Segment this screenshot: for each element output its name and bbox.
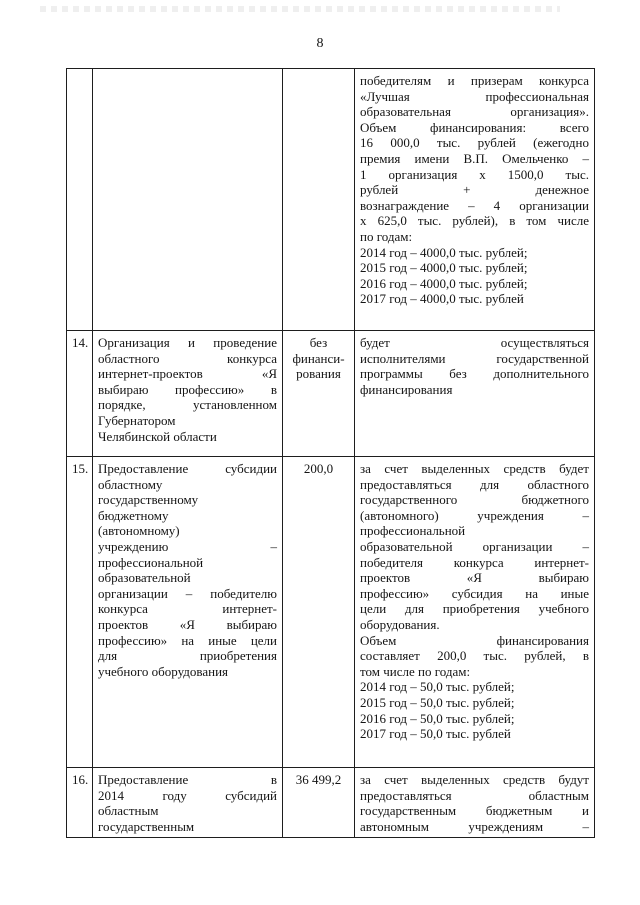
text-line: (автономного) учреждения – [360,507,589,523]
text-line: исполнителями государственной [360,350,589,366]
text-line: «Лучшая профессиональная [360,88,589,104]
text-line: 2016 год – 50,0 тыс. рублей; [360,710,515,726]
text-line: предоставляться для областного [360,476,589,492]
measure-name [93,768,283,838]
measure-note [355,768,595,838]
row-number: 16. [67,768,93,838]
measure-note [355,331,595,457]
text-line: предоставляться областным [360,787,589,803]
text-line: конкурса интернет- [98,601,277,617]
text-line: том числе по годам: [360,663,471,679]
row-number [67,69,93,331]
text-line: Объем финансирования: всего [360,119,589,135]
table-row-15 [67,457,595,768]
text-line: государственного бюджетного [360,492,589,508]
measure-name [93,457,283,768]
text-line: финанси- [292,350,345,366]
text-line: порядке, установленном [98,397,277,413]
text-line: образовательной организации – [360,538,589,554]
text-line: проектов «Я выбираю [98,616,277,632]
text-line: областного конкурса [98,350,277,366]
text-line: х 625,0 тыс. рублей), в том числе [360,213,589,229]
text-line: государственным бюджетным и [360,803,589,819]
page-number: 8 [316,36,324,51]
text-line: оборудования. [360,616,440,632]
text-line: учреждению – [98,538,277,554]
text-line: интернет-проектов «Я [98,366,277,382]
text-line: будет осуществляться [360,335,589,350]
text-line: профессию» субсидия на иные [360,585,589,601]
program-measures-table [66,68,595,838]
text-line: 2015 год – 4000,0 тыс. рублей; [360,260,528,276]
text-line: составляет 200,0 тыс. рублей, в [360,648,589,664]
measure-name [93,69,283,331]
text-line: 16 000,0 тыс. рублей (ежегодно [360,135,589,151]
measure-name [93,331,283,457]
table-row-16 [67,768,595,838]
text-line: учебного оборудования [98,663,229,679]
text-line: 2015 год – 50,0 тыс. рублей; [360,694,515,710]
text-line: 1 организация х 1500,0 тыс. [360,166,589,182]
text-line: областным [98,803,159,819]
text-line: Предоставление в [98,772,277,787]
text-line: Предоставление субсидии [98,461,277,476]
text-line: для приобретения [98,648,277,664]
text-line: образовательная организация». [360,104,589,120]
text-line: 2017 год – 4000,0 тыс. рублей [360,291,524,307]
text-line: 2017 год – 50,0 тыс. рублей [360,726,511,742]
text-line: (автономному) [98,523,180,539]
text-line: Организация и проведение [98,335,277,350]
funding-amount [283,457,355,768]
funding-amount [283,768,355,838]
text-line: вознаграждение – 4 организации [360,197,589,213]
text-line: по годам: [360,228,413,244]
text-line: профессию» на иные цели [98,632,277,648]
text-line: без [309,335,328,350]
text-line: бюджетному [98,507,169,523]
text-line: государственному [98,492,199,508]
text-line: профессиональной [360,523,466,539]
scan-artifact [40,6,560,12]
text-line: финансирования [360,381,453,397]
text-line: 2014 год – 50,0 тыс. рублей; [360,679,515,695]
row-number: 15. [67,457,93,768]
text-line: выбираю профессию» в [98,381,277,397]
text-line: 36 499,2 [295,772,342,787]
text-line: 2014 год – 4000,0 тыс. рублей; [360,244,528,260]
text-line: проектов «Я выбираю [360,570,589,586]
text-line: рублей + денежное [360,182,589,198]
text-line: Губернатором [98,412,176,428]
text-line: организации – победителю [98,585,277,601]
text-line: цели для приобретения учебного [360,601,589,617]
text-line: за счет выделенных средств будет [360,461,589,476]
text-line: рования [296,366,341,382]
text-line: образовательной [98,570,191,586]
table-row-13-continued [67,69,595,331]
text-line: Объем финансирования [360,632,589,648]
text-line: победителям и призерам конкурса [360,73,589,88]
table-row-14 [67,331,595,457]
row-number: 14. [67,331,93,457]
text-line: победителя конкурса интернет- [360,554,589,570]
text-line: за счет выделенных средств будут [360,772,589,787]
text-line: программы без дополнительного [360,366,589,382]
text-line: профессиональной [98,554,204,570]
text-line: Челябинской области [98,428,217,444]
funding-amount [283,69,355,331]
text-line: государственным [98,818,195,834]
funding-amount [283,331,355,457]
measure-note [355,69,595,331]
text-line: 2014 году субсидий [98,787,277,803]
text-line: автономным учреждениям – [360,818,589,834]
text-line: премия имени В.П. Омельченко – [360,150,589,166]
text-line: 2016 год – 4000,0 тыс. рублей; [360,275,528,291]
text-line: областному [98,476,163,492]
text-line: 200,0 [303,461,334,476]
measure-note [355,457,595,768]
